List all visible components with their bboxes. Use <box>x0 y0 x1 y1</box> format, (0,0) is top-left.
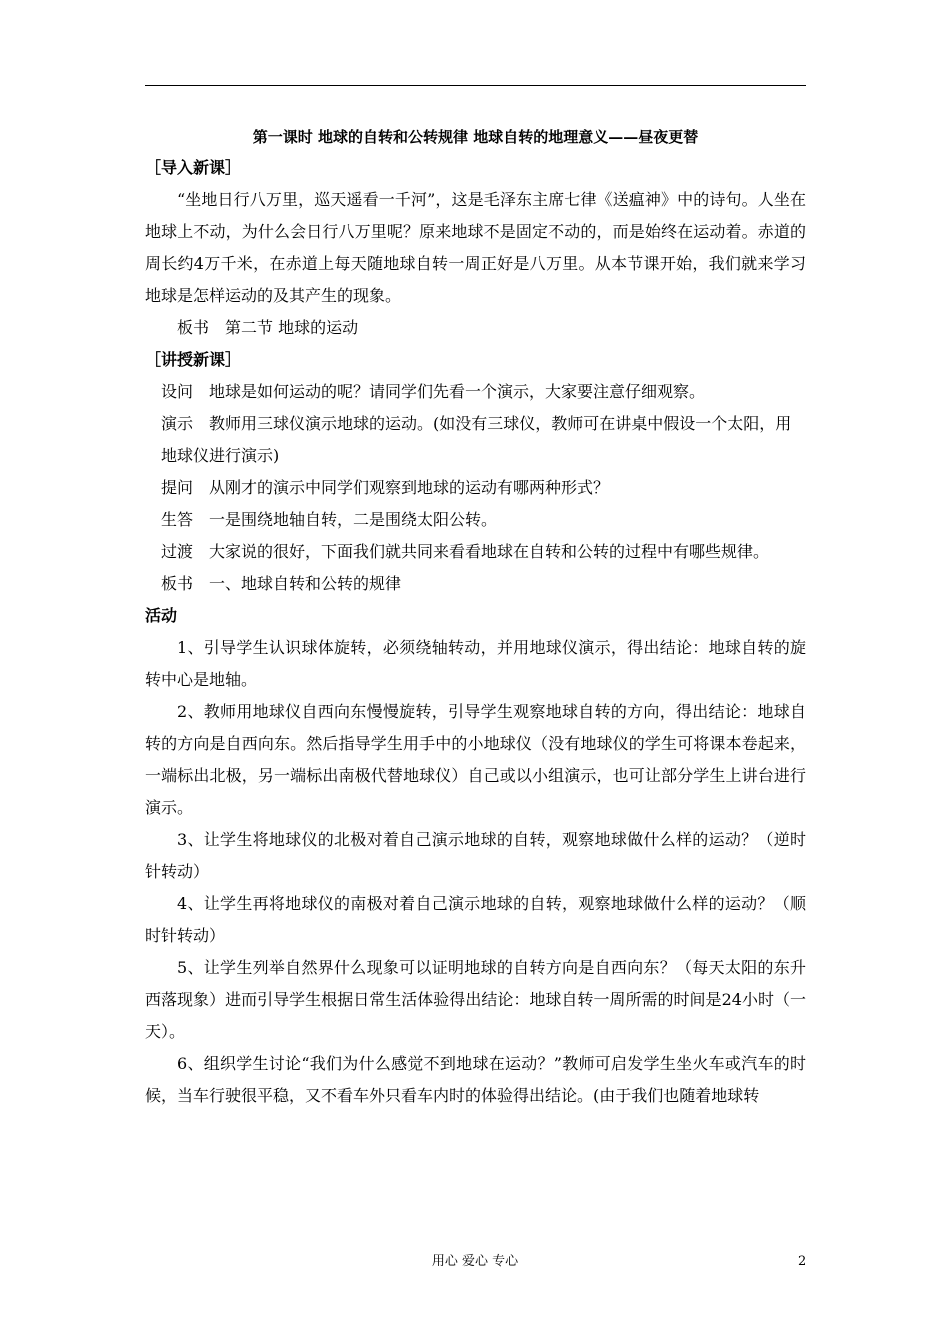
dialog-text: 地球是如何运动的呢？请同学们先看一个演示，大家要注意仔细观察。 <box>209 382 706 401</box>
activity-item: 1、引导学生认识球体旋转，必须绕轴转动，并用地球仪演示，得出结论：地球自转的旋转中心是地轴。 <box>145 638 806 689</box>
activity-item: 3、让学生将地球仪的北极对着自己演示地球的自转，观察地球做什么样的运动？（逆时针转动） <box>145 830 806 881</box>
board-note <box>145 312 806 344</box>
document-body <box>145 122 806 1112</box>
dialog-text: 大家说的很好，下面我们就共同来看看地球在自转和公转的过程中有哪些规律。 <box>209 542 770 561</box>
dialog-label: 过渡 <box>161 542 194 561</box>
dialog-text: 一、地球自转和公转的规律 <box>209 574 402 593</box>
footer-slogan: 用心 爱心 专心 <box>431 1254 519 1269</box>
section-heading-activity: 活动 <box>145 606 178 625</box>
dialog-item <box>145 504 806 536</box>
dialog-label: 生答 <box>161 510 194 529</box>
activity-item: 2、教师用地球仪自西向东慢慢旋转，引导学生观察地球自转的方向，得出结论：地球自转的方向是自西向东。然后指导学生用手中的小地球仪（没有地球仪的学生可将课本卷起来，一端标出北极，另一端标出南极代替地球仪）自己或以小组演示，也可让部分学生上讲台进行演示。 <box>145 702 806 817</box>
page-number: 2 <box>798 1254 807 1269</box>
dialog-item <box>145 536 806 568</box>
intro-paragraph: “坐地日行八万里，巡天遥看一千河”，这是毛泽东主席七律《送瘟神》中的诗句。人坐在地球上不动，为什么会日行八万里呢？原来地球不是固定不动的，而是始终在运动着。赤道的周长约4万千米，在赤道上每天随地球自转一周正好是八万里。从本节课开始，我们就来学习地球是怎样运动的及其产生的现象。 <box>145 190 806 305</box>
dialog-item <box>145 408 806 472</box>
board-label: 板书 <box>177 318 210 337</box>
dialog-label: 演示 <box>161 414 194 433</box>
dialog-text: 一是围绕地轴自转，二是围绕太阳公转。 <box>209 510 498 529</box>
dialog-label: 设问 <box>161 382 194 401</box>
dialog-item <box>145 376 806 408</box>
section-heading-teach: ［讲授新课］ <box>145 350 242 369</box>
section-heading-intro: ［导入新课］ <box>145 158 242 177</box>
dialog-text: 教师用三球仪演示地球的运动。(如没有三球仪，教师可在讲桌中假设一个太阳，用地球仪进行演示) <box>161 414 792 465</box>
activity-item: 6、组织学生讨论“我们为什么感觉不到地球在运动？”教师可启发学生坐火车或汽车的时候，当车行驶很平稳，又不看车外只看车内时的体验得出结论。(由于我们也随着地球转 <box>145 1054 806 1105</box>
dialog-item <box>145 472 806 504</box>
activity-item: 5、让学生列举自然界什么现象可以证明地球的自转方向是自西向东？（每天太阳的东升西落现象）进而引导学生根据日常生活体验得出结论：地球自转一周所需的时间是24小时（一天）。 <box>145 958 806 1041</box>
dialog-label: 提问 <box>161 478 194 497</box>
dialog-item <box>145 568 806 600</box>
page-footer <box>0 1252 950 1272</box>
dialog-label: 板书 <box>161 574 194 593</box>
header-rule <box>145 85 806 86</box>
dialog-text: 从刚才的演示中同学们观察到地球的运动有哪两种形式？ <box>209 478 610 497</box>
board-text: 第二节 地球的运动 <box>225 318 359 337</box>
lesson-title: 第一课时 地球的自转和公转规律 地球自转的地理意义——昼夜更替 <box>252 128 699 146</box>
activity-item: 4、让学生再将地球仪的南极对着自己演示地球的自转，观察地球做什么样的运动？（顺时针转动） <box>145 894 806 945</box>
